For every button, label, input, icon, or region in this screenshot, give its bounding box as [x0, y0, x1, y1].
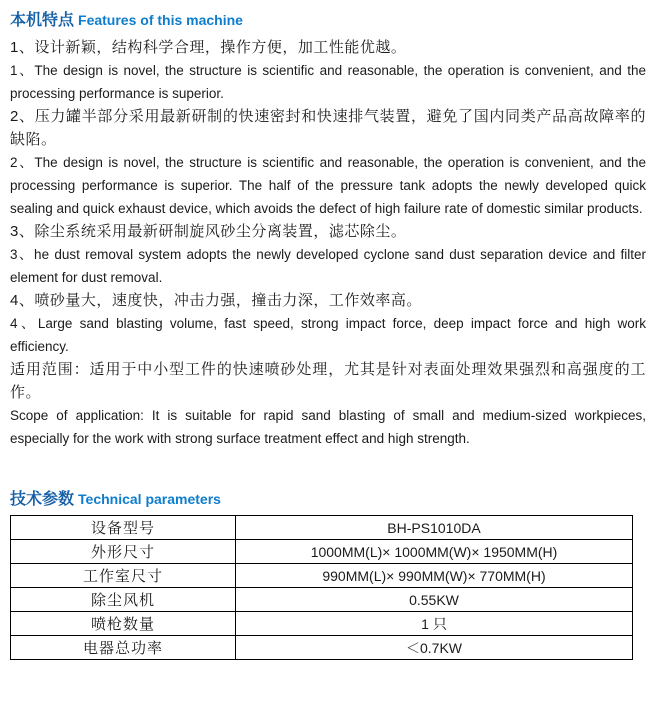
parameters-table — [10, 515, 633, 660]
parameter-value: BH-PS1010DA — [236, 516, 633, 540]
parameter-row — [11, 516, 633, 540]
parameter-value: ＜0.7KW — [236, 636, 633, 660]
feature-paragraph: Scope of application: It is suitable for rapid sand blasting of small and medium-sized workpieces, especially for the work with strong surface treatment effect and high strength. — [10, 408, 646, 446]
parameter-row — [11, 588, 633, 612]
parameter-label: 电器总功率 — [11, 636, 236, 660]
feature-paragraph: 3、除尘系统采用最新研制旋风砂尘分离装置，滤芯除尘。 — [10, 223, 407, 240]
parameters-section-title — [10, 488, 646, 511]
features-title-zh: 本机特点 — [10, 12, 75, 29]
feature-paragraph: 适用范围：适用于中小型工件的快速喷砂处理，尤其是针对表面处理效果强烈和高强度的工作。 — [10, 361, 646, 401]
feature-paragraph: 4、Large sand blasting volume, fast speed, strong impact force, deep impact force and high work efficiency. — [10, 316, 646, 354]
feature-paragraph: 2、压力罐半部分采用最新研制的快速密封和快速排气装置，避免了国内同类产品高故障率的缺陷。 — [10, 108, 646, 148]
feature-paragraph: 4、喷砂量大，速度快，冲击力强，撞击力深，工作效率高。 — [10, 292, 422, 309]
feature-paragraph: 2、The design is novel, the structure is scientific and reasonable, the operation is convenient, and the processing performance is superior. The half of the pressure tank adopts the newly developed quick sealing and quick exhaust device, which avoids the defect of high failure rate of domestic similar products. — [10, 155, 646, 216]
parameter-label: 喷枪数量 — [11, 612, 236, 636]
features-paragraphs — [10, 36, 646, 450]
parameter-label: 外形尺寸 — [11, 540, 236, 564]
parameters-table-body — [11, 516, 633, 660]
parameter-value: 990MM(L)× 990MM(W)× 770MM(H) — [236, 564, 633, 588]
feature-paragraph: 1、设计新颖，结构科学合理，操作方便，加工性能优越。 — [10, 39, 407, 56]
parameter-value: 1 只 — [236, 612, 633, 636]
parameters-title-zh: 技术参数 — [10, 491, 75, 508]
parameter-row — [11, 540, 633, 564]
parameter-label: 设备型号 — [11, 516, 236, 540]
parameter-row — [11, 564, 633, 588]
feature-paragraph: 3、he dust removal system adopts the newly developed cyclone sand dust separation device and filter element for dust removal. — [10, 247, 646, 285]
parameter-label: 工作室尺寸 — [11, 564, 236, 588]
feature-paragraph: 1、The design is novel, the structure is scientific and reasonable, the operation is convenient, and the processing performance is superior. — [10, 63, 646, 101]
parameters-title-en: Technical parameters — [78, 491, 221, 507]
parameter-label: 除尘风机 — [11, 588, 236, 612]
parameter-value: 1000MM(L)× 1000MM(W)× 1950MM(H) — [236, 540, 633, 564]
parameter-value: 0.55KW — [236, 588, 633, 612]
features-title-en: Features of this machine — [78, 12, 243, 28]
parameter-row — [11, 612, 633, 636]
parameter-row — [11, 636, 633, 660]
features-section-title — [10, 9, 646, 32]
